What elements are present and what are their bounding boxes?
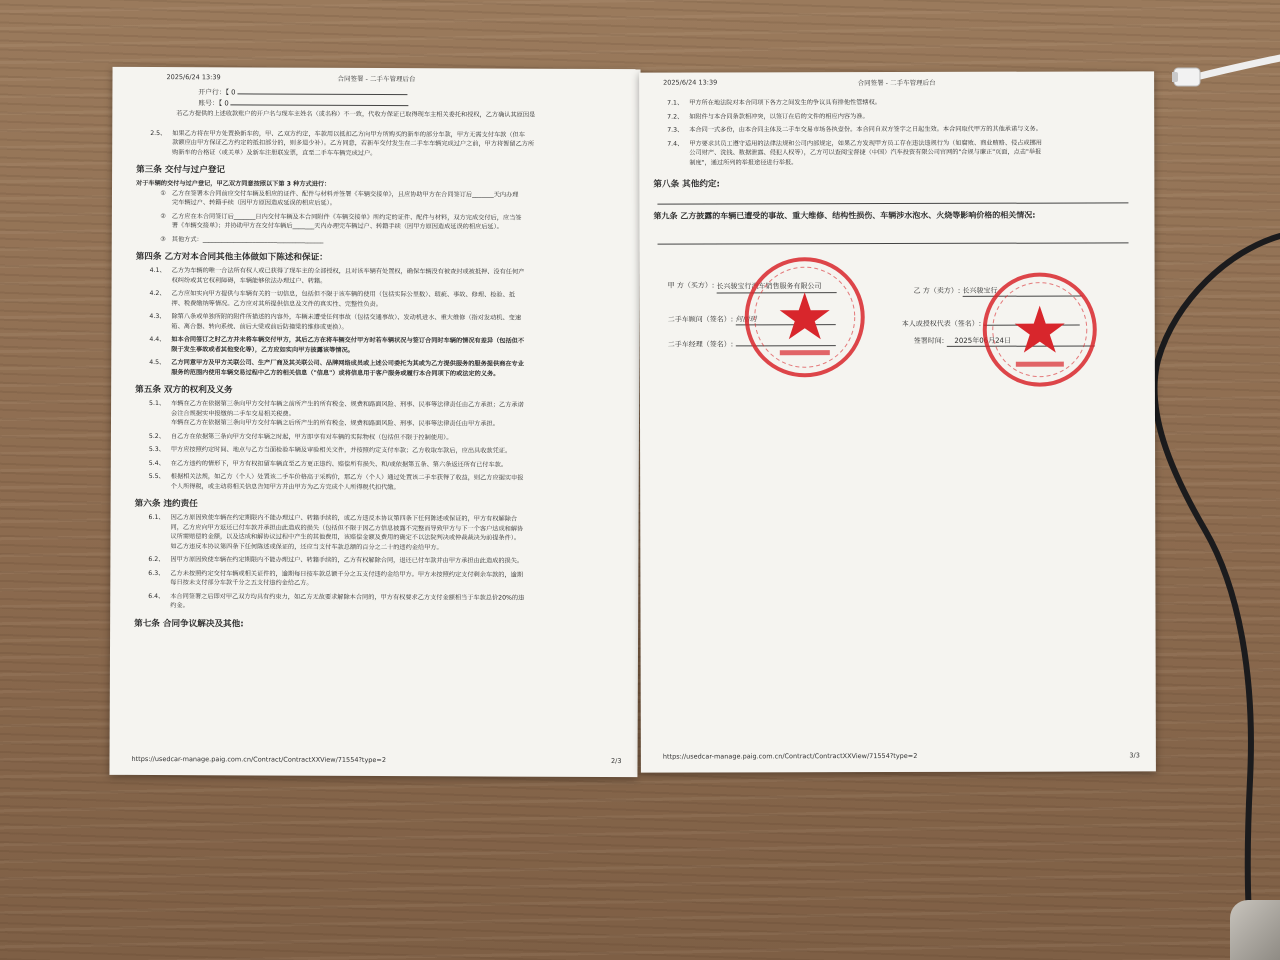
clause-text-line: 款额应由甲方保证乙方约定的抵扣部分的，则多退少补）。乙方同意，若新车交付发生在二手车车辆完成过户之前，甲方将暂留乙方所 (172, 139, 535, 148)
clause-item (134, 591, 620, 612)
page-number: 3/3 (1129, 751, 1140, 760)
clause-number: 6.1、 (148, 514, 165, 522)
clause-text-line: 乙方为车辆的唯一合法所有权人或已获得了现车主的全部授权，且对该车辆有处置权，确保车辆没有被查封或被抵押、没有任何产 (171, 267, 525, 276)
clause-number: 5.3、 (148, 446, 165, 454)
clause-text-line: 除第八条或单独所附的附件所描述的内容外，车辆未遭受任何事故（包括交通事故）、发动机进水、重大维修（指对发动机、变速 (171, 313, 522, 322)
section-9-title: 第九条 乙方披露的车辆已遭受的事故、重大维修、结构性损伤、车辆涉水泡水、火烧等影响价格的相关情况: (653, 210, 1036, 221)
section-8-blank-line (657, 192, 1128, 204)
section-5-title: 第五条 双方的权利及义务 (135, 384, 233, 396)
clause-text-line: 车辆在乙方在依据第三条向甲方交付车辆之前所产生的所有税金、规费和路面风险、刑事、民事等法律责任由乙方承担；乙方承诺 (171, 400, 524, 409)
page-3-body (653, 97, 1136, 250)
clause-text-line: 在乙方违约的情形下，甲方有权扣留车辆直至乙方更正违约、赔偿所有损失、和/或依据第五条、第六条返还所有已付车款。 (170, 459, 508, 469)
contract-page-2 (109, 67, 640, 777)
page-number: 2/3 (611, 757, 622, 766)
clause-item (653, 138, 1136, 168)
clause-text-line: 押、税费缴纳等情况。乙方应对其所提供信息及文件的真实性、完整性负责。 (171, 299, 382, 308)
consultant-label: 二手车顾问（签名）: (667, 315, 734, 324)
device-corner (1230, 900, 1280, 960)
clause-number: 7.3、 (667, 126, 684, 134)
clause-number: ③ (160, 235, 166, 243)
company-seal-left-icon (740, 252, 870, 382)
clause-text-line: 个人所得税，或主动将相关信息告知甲方并由甲方为乙方完成个人所得税代扣代缴。 (170, 482, 400, 491)
print-date: 2025/6/24 13:39 (663, 78, 718, 87)
clause-text-line: 如乙方违反本协议第四条下任何陈述或保证的，还应当支付车款总额的百分之二十的违约金给甲方。 (170, 542, 443, 551)
clause-number: 4.2、 (149, 290, 166, 298)
clause-item (136, 234, 622, 246)
clause-text (172, 212, 622, 233)
clause-number: 4.3、 (149, 313, 166, 321)
clause-text (170, 569, 620, 590)
clause-number: 5.4、 (148, 459, 165, 467)
clause-item (135, 431, 621, 443)
clause-text-line: 约金。 (170, 602, 189, 610)
clause-text-line: 本合同签署之后即对甲乙双方均具有约束力，如乙方无故要求解除本合同的，甲方有权要求乙方支付金额相当于车款总价20%的违 (170, 592, 525, 602)
clause-item (135, 289, 621, 310)
clause-item (135, 312, 621, 333)
manager-label: 二手车经理（签名）: (667, 340, 734, 349)
consultant-signature: 何丽玥 (735, 314, 835, 325)
clause-text (171, 358, 621, 379)
clause-text-line: 制度"，通过所列的举报途径进行举报。 (689, 158, 798, 167)
clause-text (171, 335, 621, 356)
clause-text (172, 129, 622, 159)
print-title: 合同签署 - 二手车管理后台 (337, 74, 416, 84)
clause-text (172, 266, 622, 287)
clause-text (689, 111, 1136, 122)
account-number: 账号：【 0 (198, 98, 622, 111)
clause-text-line: 乙方应在本合同签订后_______日内交付车辆及本合同附件《车辆交接单》所约定的证件、配件与材料，双方完成交付后，应当签 (171, 212, 522, 222)
clause-number: 7.4、 (667, 140, 684, 148)
clause-text-line: 其他方式：_______________________________________ (171, 235, 324, 244)
print-title: 合同签署 - 二手车管理后台 (857, 78, 936, 88)
clause-text (171, 445, 621, 456)
clause-text (689, 138, 1136, 168)
clause-text-line: 甲方应按照约定时间、地点与乙方当面检验车辆及审验相关文件，并按照约定支付车款；乙方收取车款后，应出具收款凭证。 (170, 446, 512, 455)
clause-text-line: 因甲方原因致使车辆在约定期限内不能办理过户、转籍手续的，乙方有权解除合同，退还已付车款并由甲方承担由此造成的损失。 (170, 556, 524, 565)
clause-item (136, 211, 622, 232)
clause-number: 5.1、 (149, 400, 166, 408)
account-bank: 开户行：【 0 (198, 87, 622, 100)
clause-item (653, 111, 1136, 122)
clause-text-line: 每日按未支付部分车款千分之五支付违约金给乙方。 (170, 579, 313, 587)
clause-number: 6.2、 (148, 556, 165, 564)
footer-url: https://usedcar-manage.paig.com.cn/Contract/ContractXXView/71554?type=2 (131, 754, 387, 765)
section-4-title: 第四条 乙方对本合同其他主体做如下陈述和保证： (135, 251, 328, 263)
clause-number: 6.4、 (148, 592, 165, 600)
clause-item (134, 513, 620, 553)
clause-text (171, 399, 621, 429)
clause-item (653, 124, 1136, 135)
clause-text (170, 555, 620, 566)
clause-text-line: 乙方在签署本合同前应交付车辆及相应的证件、配件与材料并签署《车辆交接单》，且应协助甲方在合同签订后_______天内办理 (171, 189, 519, 199)
rep-label: 本人或授权代表（签名）: (901, 319, 982, 328)
clause-item (135, 399, 621, 430)
clause-item (134, 568, 620, 589)
clause-text-line: 根据相关法规，如乙方（个人）处置该二手车价格高于采购价，那乙方（个人）通过处置该二手车获得了收益，则乙方应据实申报 (170, 473, 524, 482)
clause-text-line: 甲方所在地法院对本合同项下各方之间发生的争议具有排他性管辖权。 (689, 99, 881, 107)
clause-text (171, 312, 621, 333)
clause-item (134, 555, 620, 567)
clause-number: 4.4、 (149, 336, 166, 344)
clause-text-line: 公司财产、洗钱、数据泄露、侵犯人权等），乙方可以查阅宝督捷（中国）汽车投资有限公司官网的"合规与廉正"页面，点击"举报 (689, 148, 1042, 157)
clause-text-line: 权纠纷或其它权利障碍，车辆能够依法办理过户、转籍。 (171, 276, 327, 285)
clause-item (136, 266, 622, 287)
clause-number: 4.1、 (149, 267, 166, 275)
clause-text-line: 服务的范围内使用车辆交易过程中乙方的相关信息（"信息"）或将信息用于客户服务或履行本合同项下的或法定的义务。 (171, 368, 500, 378)
clause-text-line: 署《车辆交接单》；并协助甲方在交付车辆后_______天内办理完车辆过户、转籍手续（因甲方原因造成延误的相应后延）。 (171, 222, 503, 231)
party-b-label: 乙 方（卖方）: (913, 286, 961, 295)
clause-text-line: 如附件与本合同条款相冲突，以签订在后的文件的相应内容为准。 (689, 112, 869, 121)
clause-number: 4.5、 (149, 359, 166, 367)
clause-text-line: 限于发生事故或者其他变化等），乙方应如实向甲方披露该等情况。 (171, 345, 354, 354)
clause-text-line: 会注合规据实申报缴纳二手车交易相关税费。 (171, 409, 295, 418)
clause-text-line: 同，乙方应向甲方返还已付车款并承担由此造成的损失（包括但不限于因乙方信息披露不完整而导致甲方与下一个客户达成和解协 (170, 523, 524, 533)
sign-time-label: 签署时间: (913, 336, 945, 345)
clause-text-line: 议所需赔偿的金额，以及达成和解协议过程中产生的其他费用，该赔偿金额及费用的确定不以法院判决或仲裁裁决为前提条件）。 (170, 533, 521, 542)
clause-number: 6.3、 (148, 569, 165, 577)
clause-item (135, 358, 621, 379)
clause-text (172, 235, 622, 246)
party-a-name: 长兴骏宝行汽车销售服务有限公司 (716, 280, 836, 293)
clause-text-line: 如果乙方将在甲方处置换新车的，甲、乙双方约定，车款用以抵扣乙方向甲方所购买的新车的部分车款，甲方无需支付车款（但车 (172, 129, 525, 139)
clause-number: 5.5、 (148, 473, 165, 481)
clause-number: ① (160, 189, 167, 197)
clause-item (135, 472, 621, 493)
clause-text (171, 459, 621, 470)
section-6-title: 第六条 违约责任 (134, 498, 198, 510)
clause-number: 5.2、 (148, 432, 165, 440)
clause-text-line: 本合同一式多份，由本合同主体及二手车交易市场各执壹份。本合同自双方签字之日起生效。本合同取代甲方的其他承诺与义务。 (689, 125, 1042, 134)
clause-number: ② (160, 212, 166, 220)
clause-text-line: 自乙方在依据第三条向甲方交付车辆之时起，甲方即享有对车辆的实际物权（包括但不限于控制使用）。 (170, 432, 453, 441)
clause-text-line: 购新车的合格证（或关单）及新车注册联发票，直至二手车车辆完成过户。 (172, 148, 377, 157)
party-b-name: 长兴骏宝行 (962, 286, 1082, 297)
clause-text (171, 432, 621, 443)
party-a-label: 甲 方（买方）: (667, 281, 715, 290)
section-3-intro: 对于车辆的交付与过户登记，甲乙双方同意按照以下第 3 种方式进行： (136, 179, 331, 188)
clause-item (135, 445, 621, 457)
clause-text (170, 592, 620, 613)
clause-item (653, 97, 1136, 108)
clause-text-line: 因乙方原因致使车辆在约定期限内不能办理过户、转籍手续的，或乙方违反本协议第四条下任何陈述或保证的，甲方有权解除合 (170, 514, 518, 523)
clause-text (171, 289, 621, 310)
clause-text (689, 97, 1136, 108)
section-8-title: 第八条 其他约定: (653, 179, 720, 190)
clause-text-line: 如本合同签订之时乙方并未将车辆交付甲方，其后乙方在将车辆交付甲方时若车辆状况与签订合同时车辆的情况有差异（包括但不 (171, 336, 525, 345)
contract-page-3 (639, 71, 1156, 772)
clause-text-line: 乙方未按照约定交付车辆或相关证件的，逾期每日按车款总额千分之五支付违约金给甲方。甲方未按照约定支付剩余车款的，逾期 (170, 569, 524, 579)
account-note: 若乙方提供的上述收款账户的开户名与现车主姓名（或名称）不一致，代收方保证已取得现车主相关委托和授权，乙方确认其原因是 (176, 110, 536, 119)
clause-number: 7.2、 (667, 113, 684, 121)
clause-item (136, 188, 622, 209)
clause-text-line: 甲方要求其员工遵守适用的法律法规和公司内部规定，如果乙方发现甲方员工存在违法违规行为（如腐败、商业贿赂、侵占或挪用 (689, 139, 1042, 148)
clause-number: 2.5、 (150, 129, 167, 137)
section-3-title: 第三条 交付与过户登记 (136, 164, 226, 176)
clause-text (170, 513, 620, 553)
clause-text (689, 124, 1136, 135)
clause-text (172, 189, 622, 210)
clause-text-line: 箱、离合器、转向系统、前后大梁或前后防撞梁的维修或更换）。 (171, 322, 348, 331)
clause-text (171, 472, 621, 493)
clause-item (136, 128, 622, 159)
clause-text-line: 乙方应如实向甲方提供与车辆有关的一切信息，包括但不限于该车辆的使用（包括实际公里数）、瑕疵、事故、修理、检验、抵 (171, 290, 515, 299)
clause-text-line: 完车辆过户、转籍手续（因甲方原因造成延误的相应后延）。 (171, 199, 336, 207)
clause-item (135, 335, 621, 356)
footer-url: https://usedcar-manage.paig.com.cn/Contract/ContractXXView/71554?type=2 (662, 751, 918, 761)
company-seal-right-icon (978, 267, 1102, 391)
section-9-blank-line (658, 232, 1129, 244)
clause-text-line: 车辆在乙方在依据第三条向甲方交付车辆之后所产生的所有税金、规费和路面风险、刑事、民事等法律责任由甲方承担。 (170, 419, 499, 428)
clause-number: 7.1、 (667, 99, 684, 107)
print-date: 2025/6/24 13:39 (166, 73, 221, 82)
clause-item (135, 458, 621, 470)
sign-time-value: 2025年06月24日 (946, 335, 1094, 346)
page-2-body (134, 87, 622, 635)
clause-text-line: 乙方同意甲方及甲方关联公司、生产厂商及其关联公司、品牌网络成员或上述公司委托为其或为乙方提供服务的服务提供商在专业 (171, 359, 524, 368)
section-7-title: 第七条 合同争议解决及其他: (134, 618, 244, 629)
